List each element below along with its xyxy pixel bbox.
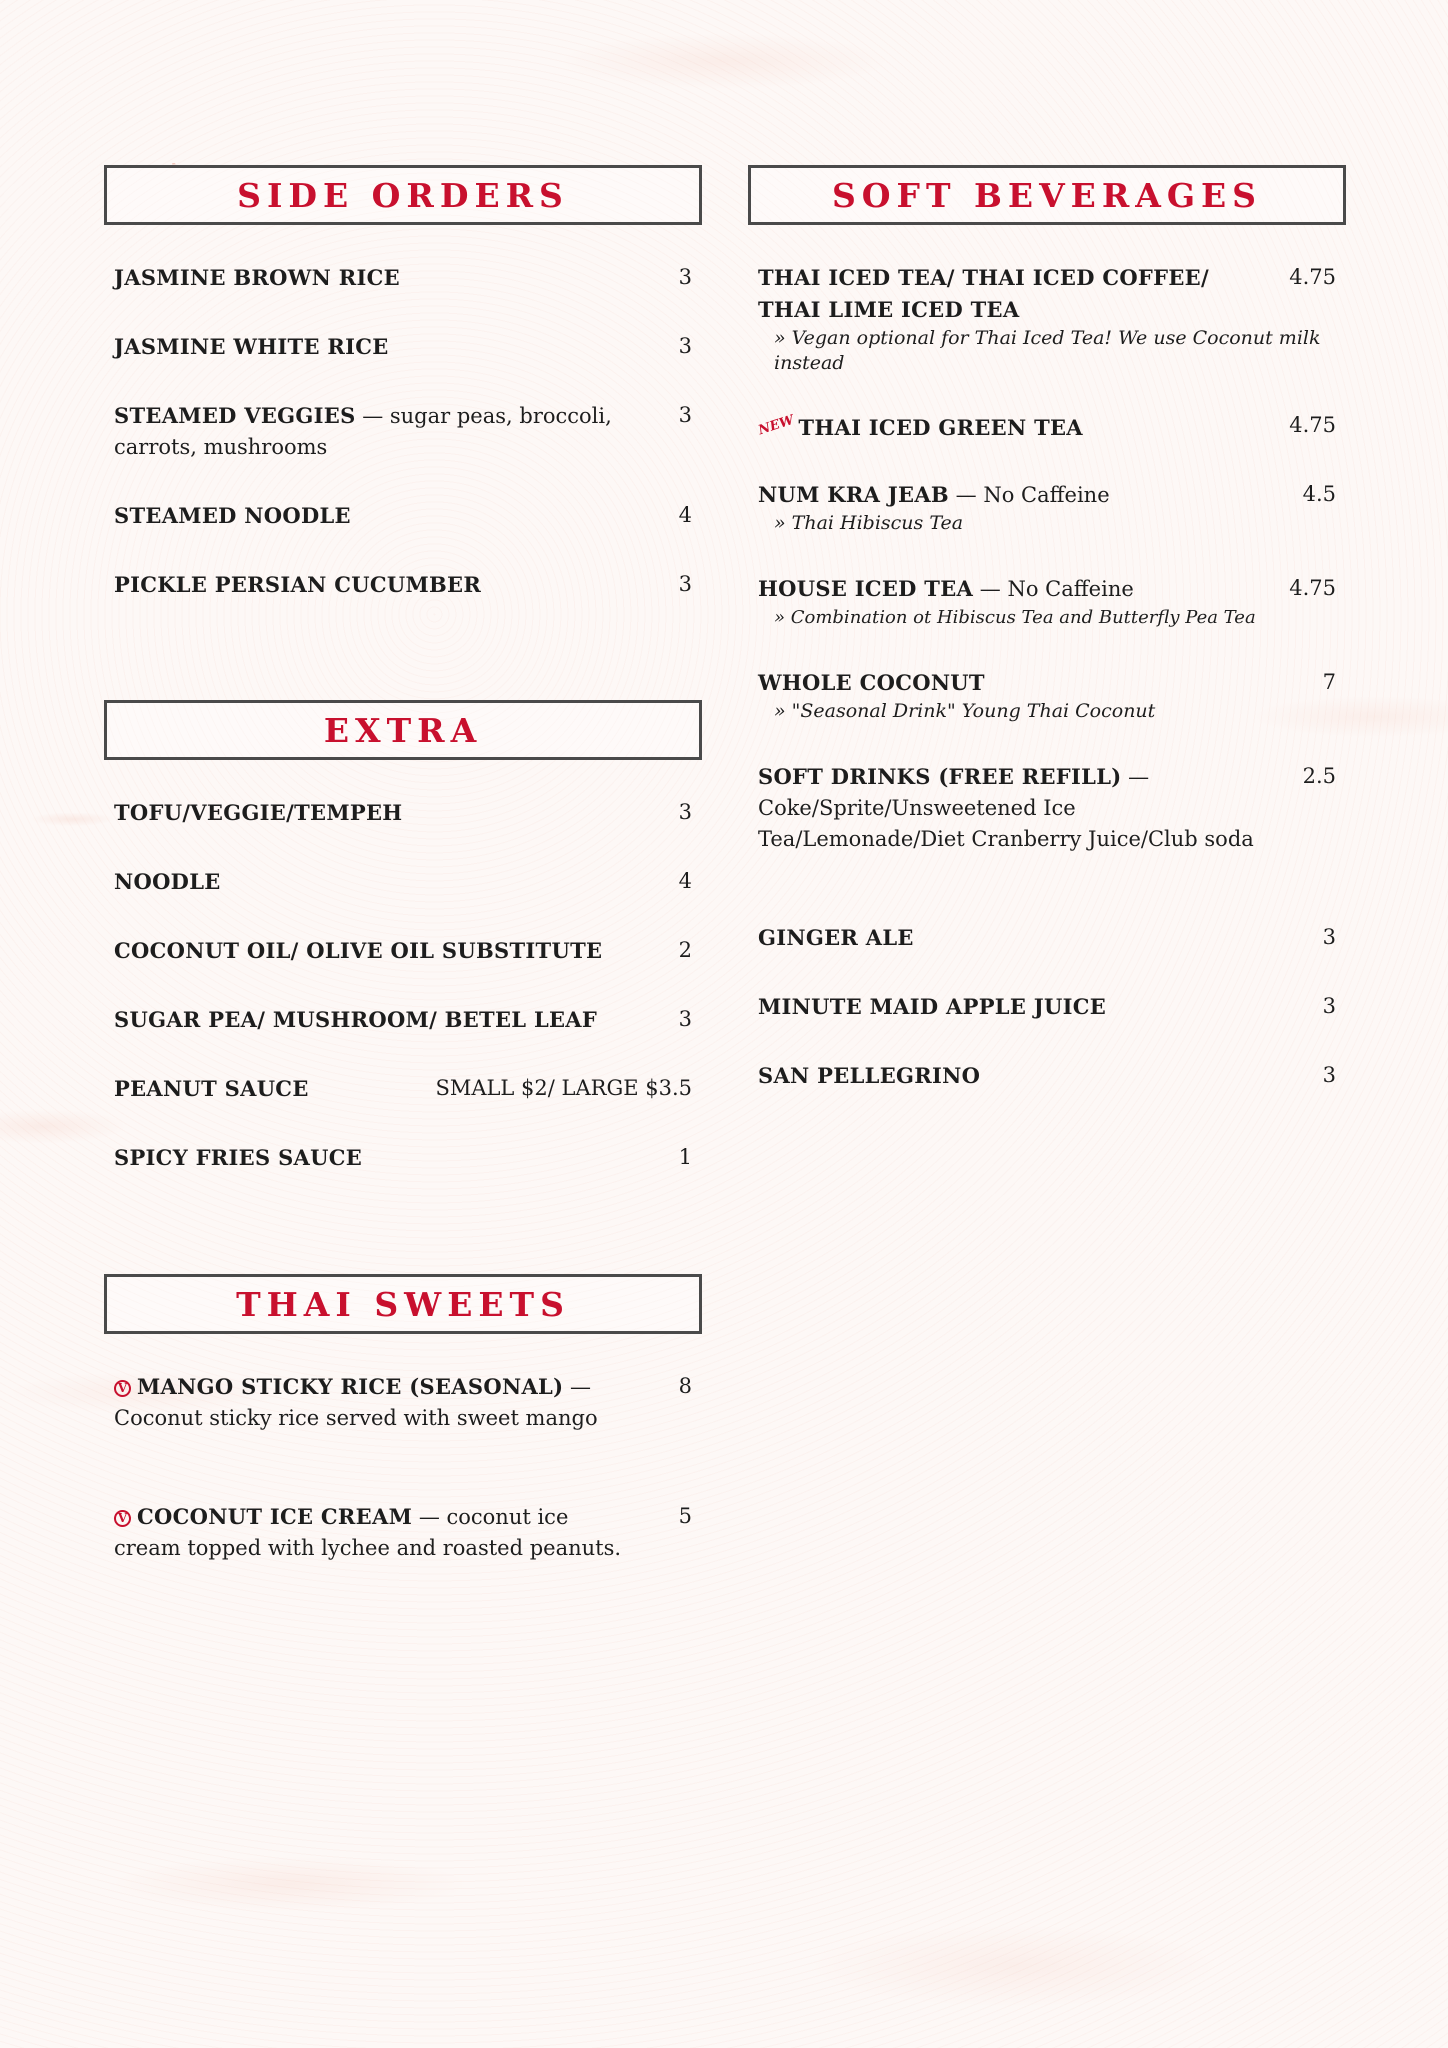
item-name: PICKLE PERSIAN CUCUMBER (114, 572, 482, 597)
item-price: 3 (1322, 1063, 1336, 1087)
item-price: 5 (678, 1504, 692, 1528)
menu-item (114, 1142, 692, 1174)
item-name: STEAMED VEGGIES (114, 403, 356, 428)
menu-item (114, 797, 692, 829)
item-name: SPICY FRIES SAUCE (114, 1145, 363, 1170)
item-name: NOODLE (114, 869, 221, 894)
menu-item (114, 262, 692, 294)
item-note: » "Seasonal Drink" Young Thai Coconut (774, 700, 1156, 722)
menu-item (758, 410, 1336, 444)
item-name: COCONUT OIL/ OLIVE OIL SUBSTITUTE (114, 938, 603, 963)
item-name: STEAMED NOODLE (114, 503, 351, 528)
menu-item (758, 1060, 1336, 1092)
item-price: 3 (678, 800, 692, 824)
menu-item (114, 569, 692, 601)
menu-item (114, 1371, 692, 1434)
menu-item (114, 500, 692, 532)
item-price: 8 (678, 1374, 692, 1398)
item-price: 4.75 (1289, 265, 1336, 289)
section-extra (104, 700, 702, 1170)
item-description: — coconut ice cream topped with lychee and roasted peanuts. (114, 1505, 622, 1560)
item-price: 3 (678, 265, 692, 289)
item-description: — Coconut sticky rice served with sweet mango (114, 1375, 598, 1430)
item-price: 3 (1322, 925, 1336, 949)
item-name: JASMINE BROWN RICE (114, 265, 400, 290)
menu-item (114, 935, 692, 967)
section-header (104, 700, 702, 760)
section-title: SIDE ORDERS (237, 175, 569, 215)
item-name: WHOLE COCONUT (758, 670, 985, 695)
menu-item (114, 1501, 692, 1564)
item-note: » Combination ot Hibiscus Tea and Butterfly Pea Tea (774, 607, 1256, 628)
item-price: 2 (678, 938, 692, 962)
item-note: » Vegan optional for Thai Iced Tea! We use Coconut milk instead (774, 327, 1321, 374)
menu-item (758, 262, 1336, 376)
item-price: 4 (678, 503, 692, 527)
item-name: HOUSE ICED TEA (758, 576, 974, 601)
menu-item (758, 479, 1336, 536)
menu-item (114, 400, 692, 463)
item-price: SMALL $2/ LARGE $3.5 (435, 1076, 692, 1100)
section-soft-beverages (748, 165, 1346, 1088)
section-header (748, 165, 1346, 225)
vegan-icon: V (114, 1510, 131, 1527)
item-price: 4.75 (1289, 576, 1336, 600)
item-name: SUGAR PEA/ MUSHROOM/ BETEL LEAF (114, 1007, 598, 1032)
item-name: THAI ICED GREEN TEA (798, 415, 1083, 440)
item-name: MINUTE MAID APPLE JUICE (758, 994, 1107, 1019)
item-note: » Thai Hibiscus Tea (774, 512, 964, 534)
item-name: TOFU/VEGGIE/TEMPEH (114, 800, 403, 825)
item-description: — No Caffeine (973, 577, 1134, 601)
item-price: 3 (678, 334, 692, 358)
menu-item (758, 761, 1336, 855)
item-price: 7 (1322, 670, 1336, 694)
section-side-orders (104, 165, 702, 597)
item-name: GINGER ALE (758, 925, 914, 950)
item-price: 4.5 (1302, 482, 1336, 506)
item-price: 3 (1322, 994, 1336, 1018)
item-description: — Coke/Sprite/Unsweetened Ice Tea/Lemonade/Diet Cranberry Juice/Club soda (758, 765, 1254, 851)
item-price: 3 (678, 1007, 692, 1031)
item-description: — No Caffeine (948, 483, 1110, 507)
section-thai-sweets (104, 1274, 702, 1560)
item-price: 1 (678, 1145, 692, 1169)
item-name: SAN PELLEGRINO (758, 1063, 981, 1088)
menu-item (758, 667, 1336, 724)
menu-item (114, 1004, 692, 1036)
item-name: MANGO STICKY RICE (SEASONAL) (137, 1374, 564, 1399)
menu-item (114, 1073, 692, 1105)
section-title: EXTRA (323, 710, 483, 750)
vegan-icon: V (114, 1380, 131, 1397)
section-title: THAI SWEETS (236, 1284, 570, 1324)
menu-item (758, 922, 1336, 954)
item-price: 2.5 (1302, 764, 1336, 788)
item-price: 3 (678, 403, 692, 427)
item-name: NUM KRA JEAB (758, 482, 949, 507)
menu-item (114, 331, 692, 363)
item-price: 4 (678, 869, 692, 893)
menu-item (114, 866, 692, 898)
item-name: PEANUT SAUCE (114, 1076, 309, 1101)
menu-item (758, 991, 1336, 1023)
item-name: THAI ICED TEA/ THAI ICED COFFEE/ THAI LIME ICED TEA (758, 265, 1209, 322)
menu-item (758, 573, 1336, 630)
item-name: COCONUT ICE CREAM (137, 1504, 413, 1529)
new-badge: NEW (756, 412, 796, 439)
item-price: 3 (678, 572, 692, 596)
section-title: SOFT BEVERAGES (831, 175, 1263, 215)
item-description: — sugar peas, broccoli, carrots, mushrooms (114, 404, 612, 459)
section-header (104, 165, 702, 225)
section-header (104, 1274, 702, 1334)
item-name: SOFT DRINKS (FREE REFILL) (758, 764, 1122, 789)
item-name: JASMINE WHITE RICE (114, 334, 389, 359)
item-price: 4.75 (1289, 413, 1336, 437)
